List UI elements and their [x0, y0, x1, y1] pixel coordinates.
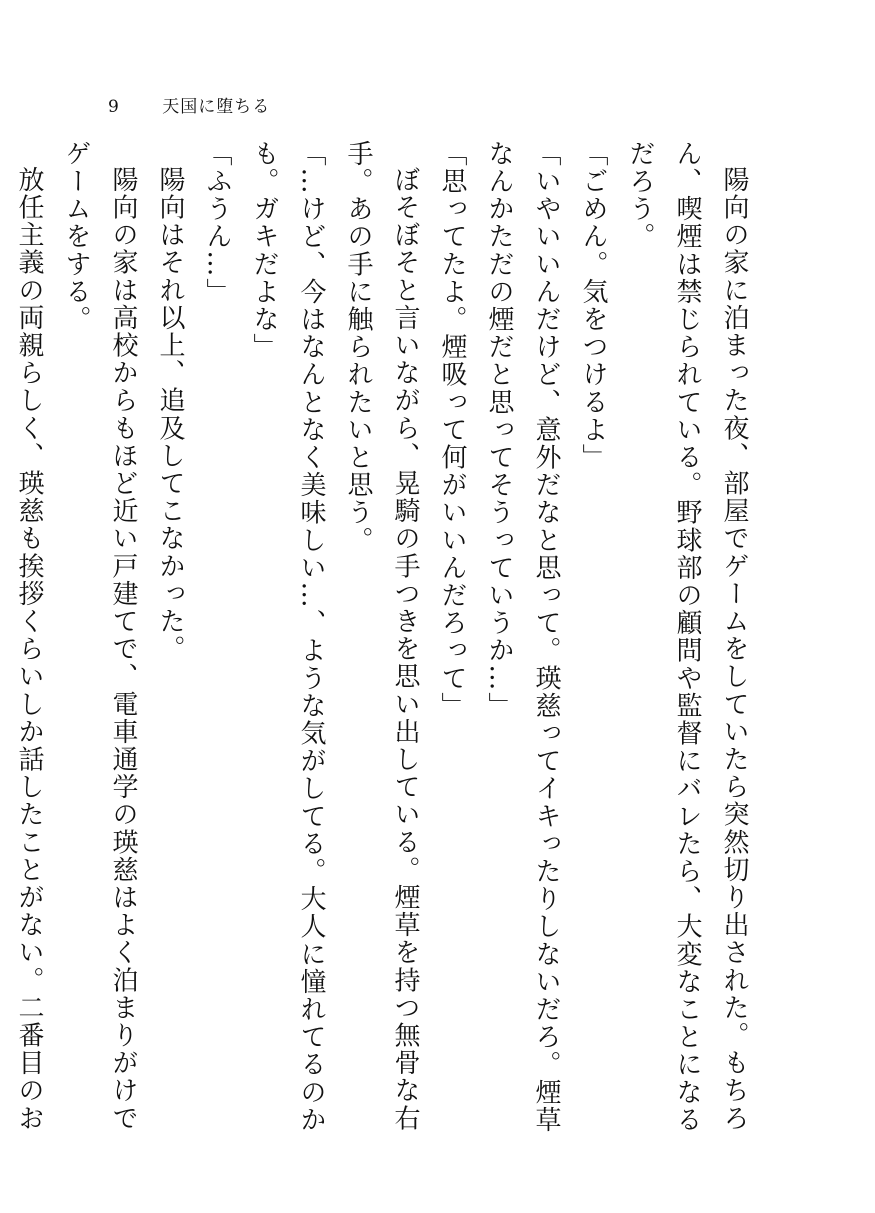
paragraph-dialogue: 「…けど、今はなんとなく美味しい…、ような気がしてる。大人に憧れてるのかも。ガキだよな」 [249, 140, 326, 1134]
paragraph-narration: 陽向の家に泊まった夜、部屋でゲームをしていたら突然切り出された。もちろん、喫煙は禁じられている。野球部の顧問や監督にバレたら、大変なことになるだろう。 [625, 140, 749, 1134]
vertical-body-text [14, 140, 757, 1140]
paragraph-dialogue: 「ふうん…」 [202, 140, 232, 306]
paragraph-narration: 陽向はそれ以上、追及してこなかった。 [155, 166, 185, 663]
paragraph-dialogue: 「いやいいんだけど、意外だなと思って。瑛慈ってイキったりしないだろ。煙草なんかただの煙だと思ってそうっていうか…」 [484, 140, 561, 1134]
paragraph-dialogue: 「思ってたよ。煙吸って何がいいんだろって」 [437, 140, 467, 720]
paragraph-narration: 陽向の家は高校からもほど近い戸建てで、電車通学の瑛慈はよく泊まりがけでゲームをする。 [61, 140, 138, 1132]
page-number: 9 [108, 97, 120, 117]
paragraph-narration: ぼそぼそと言いながら、晃騎の手つきを思い出している。煙草を持つ無骨な右手。あの手に触られたいと思う。 [343, 140, 420, 1132]
paragraph-narration: 放任主義の両親らしく、瑛慈も挨拶くらいしか話したことがない。二番目のお [14, 166, 44, 1132]
page-header [108, 92, 270, 117]
paragraph-dialogue: 「ごめん。気をつけるよ」 [578, 140, 608, 472]
book-title: 天国に堕ちる [162, 97, 271, 117]
